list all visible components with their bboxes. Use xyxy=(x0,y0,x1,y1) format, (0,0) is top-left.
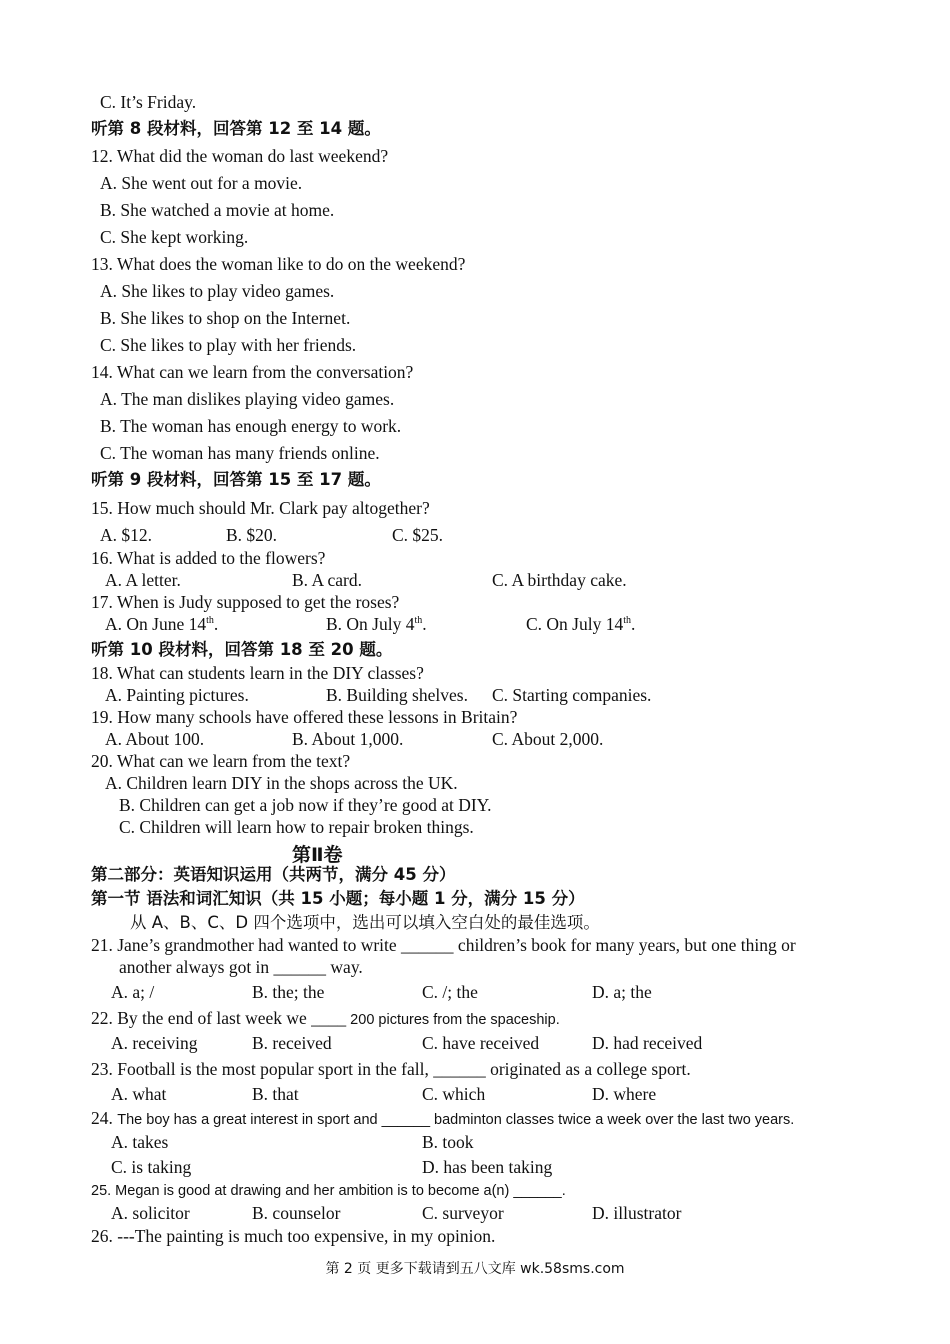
q25-option-b: B. counselor xyxy=(252,1203,341,1223)
question-15: 15. How much should Mr. Clark pay altogether? xyxy=(91,498,430,518)
question-22-start: 22. By the end of last week we ____ xyxy=(91,1008,347,1028)
q12-option-b: B. She watched a movie at home. xyxy=(100,200,335,220)
q24-option-d: D. has been taking xyxy=(422,1157,553,1177)
q19-option-a: A. About 100. xyxy=(105,729,205,749)
q14-option-b: B. The woman has enough energy to work. xyxy=(100,416,402,436)
q11-option-c: C. It’s Friday. xyxy=(100,92,197,112)
q23-option-c: C. which xyxy=(422,1084,486,1104)
q21-option-c: C. /; the xyxy=(422,982,478,1002)
q22-option-a: A. receiving xyxy=(111,1033,198,1053)
question-20: 20. What can we learn from the text? xyxy=(91,751,351,771)
q21-option-a: A. a; / xyxy=(111,982,155,1002)
q17-option-a-text: A. On June 14 xyxy=(105,614,207,634)
question-22 xyxy=(91,1007,560,1031)
question-21-continued: another always got in ______ way. xyxy=(119,957,363,977)
q18-option-c: C. Starting companies. xyxy=(492,685,652,705)
question-18: 18. What can students learn in the DIY classes? xyxy=(91,663,424,683)
q22-option-d: D. had received xyxy=(592,1033,703,1053)
q24-option-a: A. takes xyxy=(111,1132,169,1152)
q23-option-d: D. where xyxy=(592,1084,657,1104)
part-2-heading: 第二部分：英语知识运用（共两节，满分 45 分） xyxy=(91,865,456,884)
question-19: 19. How many schools have offered these lessons in Britain? xyxy=(91,707,518,727)
volume-2-title: 第Ⅱ卷 xyxy=(292,844,343,866)
q12-option-c: C. She kept working. xyxy=(100,227,249,247)
q16-option-c: C. A birthday cake. xyxy=(492,570,627,590)
section-8-heading: 听第 8 段材料，回答第 12 至 14 题。 xyxy=(91,119,381,138)
q13-option-b: B. She likes to shop on the Internet. xyxy=(100,308,351,328)
q25-option-d: D. illustrator xyxy=(592,1203,682,1223)
period: . xyxy=(422,614,427,634)
section-9-heading: 听第 9 段材料，回答第 15 至 17 题。 xyxy=(91,470,381,489)
q17-option-b-text: B. On July 4 xyxy=(326,614,415,634)
question-21: 21. Jane’s grandmother had wanted to write ______ children’s book for many years, but one thing or xyxy=(91,935,796,955)
q14-option-a: A. The man dislikes playing video games. xyxy=(100,389,395,409)
q17-option-c-text: C. On July 14 xyxy=(526,614,624,634)
question-26: 26. ---The painting is much too expensive, in my opinion. xyxy=(91,1226,496,1246)
section-1-heading: 第一节 语法和词汇知识（共 15 小题；每小题 1 分，满分 15 分） xyxy=(91,889,585,908)
q17-option-b xyxy=(326,613,427,635)
instructions: 从 A、B、C、D 四个选项中，选出可以填入空白处的最佳选项。 xyxy=(130,913,600,932)
ordinal-suffix: th xyxy=(206,615,214,626)
period: . xyxy=(213,614,219,634)
q20-option-a: A. Children learn DIY in the shops across the UK. xyxy=(105,773,458,793)
q18-option-b: B. Building shelves. xyxy=(326,685,468,705)
q25-option-a: A. solicitor xyxy=(111,1203,190,1223)
q16-option-b: B. A card. xyxy=(292,570,362,590)
question-14: 14. What can we learn from the conversation? xyxy=(91,362,414,382)
q22-option-c: C. have received xyxy=(422,1033,540,1053)
q21-option-b: B. the; the xyxy=(252,982,325,1002)
question-12: 12. What did the woman do last weekend? xyxy=(91,146,389,166)
q18-option-a: A. Painting pictures. xyxy=(105,685,249,705)
q24-option-c: C. is taking xyxy=(111,1157,192,1177)
q21-option-d: D. a; the xyxy=(592,982,652,1002)
question-13: 13. What does the woman like to do on the weekend? xyxy=(91,254,466,274)
q23-option-b: B. that xyxy=(252,1084,299,1104)
ordinal-suffix: th xyxy=(414,615,423,626)
q13-option-a: A. She likes to play video games. xyxy=(100,281,335,301)
question-24-text: The boy has a great interest in sport and ______ badminton classes twice a week over the last two years. xyxy=(117,1112,795,1128)
ordinal-suffix: th xyxy=(623,615,632,626)
q15-option-b: B. $20. xyxy=(226,525,278,545)
q16-option-a: A. A letter. xyxy=(105,570,181,590)
question-24 xyxy=(91,1107,794,1131)
question-25: 25. Megan is good at drawing and her ambition is to become a(n) ______. xyxy=(91,1183,566,1199)
q15-option-c: C. $25. xyxy=(392,525,444,545)
question-17: 17. When is Judy supposed to get the roses? xyxy=(91,592,400,612)
q20-option-c: C. Children will learn how to repair broken things. xyxy=(119,817,474,837)
question-23: 23. Football is the most popular sport in the fall, ______ originated as a college sport. xyxy=(91,1059,691,1079)
q13-option-c: C. She likes to play with her friends. xyxy=(100,335,357,355)
page-footer: 第 2 页 更多下载请到五八文库 wk.58sms.com xyxy=(325,1261,625,1277)
period: . xyxy=(631,614,636,634)
question-16: 16. What is added to the flowers? xyxy=(91,548,326,568)
q25-option-c: C. surveyor xyxy=(422,1203,504,1223)
question-24-number: 24. xyxy=(91,1108,118,1128)
q12-option-a: A. She went out for a movie. xyxy=(100,173,303,193)
q19-option-c: C. About 2,000. xyxy=(492,729,604,749)
q20-option-b: B. Children can get a job now if they’re good at DIY. xyxy=(119,795,492,815)
q14-option-c: C. The woman has many friends online. xyxy=(100,443,380,463)
q23-option-a: A. what xyxy=(111,1084,167,1104)
q15-option-a: A. $12. xyxy=(100,525,153,545)
q22-option-b: B. received xyxy=(252,1033,332,1053)
question-22-end: 200 pictures from the spaceship. xyxy=(346,1012,560,1028)
section-10-heading: 听第 10 段材料，回答第 18 至 20 题。 xyxy=(91,640,393,659)
q17-option-a xyxy=(105,613,218,635)
q19-option-b: B. About 1,000. xyxy=(292,729,404,749)
q24-option-b: B. took xyxy=(422,1132,474,1152)
q17-option-c xyxy=(526,613,635,635)
